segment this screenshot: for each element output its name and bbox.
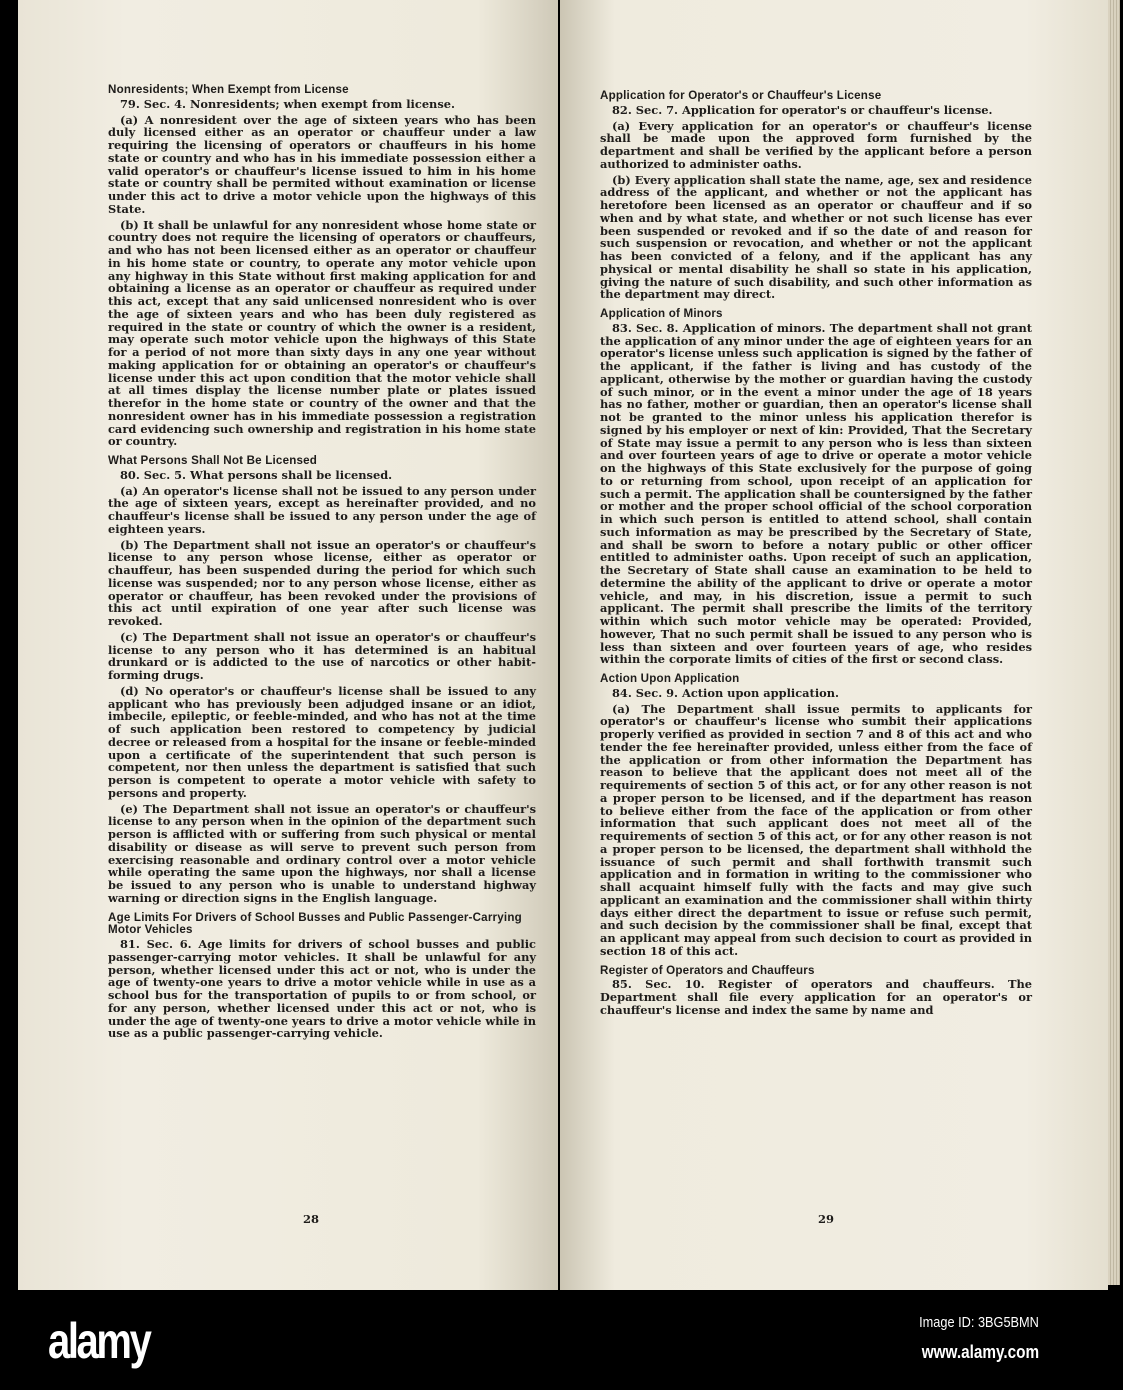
section-heading: Application for Operator's or Chauffeur's License (600, 89, 882, 102)
watermark-banner (0, 1292, 1123, 1390)
paragraph: (b) Every application shall state the name, age, sex and residence address of the applicant, and whether or not the applicant has heretofore been licensed as an operator or chauffeur and if so when and by what state, and whether or not such license has ever been suspended or revoked and if so the date of and reason for such suspension or revocation, and whether or not the applicant has been convicted of a felony, and if the applicant has any physical or mental disability he shall so state in his application, giving the nature of such disability, and such other information as the department may direct. (600, 172, 1032, 302)
section-heading: Age Limits For Drivers of School Busses and Public Passenger-Carrying Motor Vehicles (108, 910, 522, 937)
paragraph: (c) The Department shall not issue an operator's or chauffeur's license to any person who it has determined is an habitual drunkard or is addicted to the use of narcotics or other habit-forming drugs. (108, 629, 536, 682)
page-edges (1108, 0, 1120, 1285)
right-page (560, 0, 1108, 1290)
paragraph: (a) A nonresident over the age of sixteen years who has been duly licensed either as an operator or chauffeur under a law requiring the licensing of operators or chauffeurs in his home state or country and who has in his immediate possession either a valid operator's or chauffeur's license issued to him in his home state or country shall be permited without examination or license under this act to drive a motor vehicle upon the highways of this State. (108, 112, 536, 216)
paragraph: 82. Sec. 7. Application for operator's or chauffeur's license. (612, 102, 993, 117)
section-heading: Action Upon Application (600, 672, 740, 685)
paragraph: (a) An operator's license shall not be issued to any person under the age of sixteen years, except as hereinafter provided, and no chauffeur's license shall be issued to any person under the age of eighteen years. (108, 483, 536, 536)
site-url: www.alamy.com (921, 1342, 1039, 1362)
paragraph: 79. Sec. 4. Nonresidents; when exempt from license. (120, 96, 455, 111)
alamy-logo: alamy (48, 1313, 150, 1369)
right-page-text (600, 90, 1032, 1020)
paragraph: (b) The Department shall not issue an operator's or chauffeur's license to any person whose license, either as operator or chauffeur, has been suspended during the period for which such license was suspended; nor to any person whose license, either as operator or chauffeur, has been revoked under the provisions of this act until expiration of one year after such license was revoked. (108, 537, 536, 628)
paragraph: (a) Every application for an operator's or chauffeur's license shall be made upon the approved form furnished by the department and shall be verified by the applicant before a person authorized to administer oaths. (600, 118, 1032, 171)
paragraph: 85. Sec. 10. Register of operators and chauffeurs. The Department shall file every application for an operator's or chauffeur's license and index the same by name and (600, 977, 1032, 1017)
section-heading: Nonresidents; When Exempt from License (108, 83, 349, 96)
paragraph: (e) The Department shall not issue an operator's or chauffeur's license to any person when in the opinion of the department such person is afflicted with or suffering from such physical or mental disability or disease as will serve to prevent such person from exercising reasonable and ordinary control over a motor vehicle while operating the same upon the highways, nor shall a license be issued to any person who is unable to understand highway warning or direction signs in the English language. (108, 801, 536, 905)
paragraph: 81. Sec. 6. Age limits for drivers of school busses and public passenger-carrying motor vehicles. It shall be unlawful for any person, whether licensed under this act or not, who is under the age of twenty-one years to drive a motor vehicle while in use as a school bus for the transportation of pupils to or from school, or for any person, whether licensed under this act or not, who is under the age of twenty-one years to drive a motor vehicle while in use as a public passenger-carrying vehicle. (108, 937, 536, 1041)
section-heading: What Persons Shall Not Be Licensed (108, 454, 318, 467)
paragraph: (a) The Department shall issue permits to applicants for operator's or chauffeur's license who sumbit their applications properly verified as provided in section 7 and 8 of this act and who tender the fee hereinafter provided, unless either from the face of the application or from other information the Department has reason to believe that the applicant does not meet all of the requirements of section 5 of this act, or for any other reason is not a proper person to be licensed, and if the department has reason to believe either from the face of the application or from other information that such applicant does not meet all of the requirements of section 5 of this act, or for any other reason is not a proper person to be licensed, the department shall withhold the issuance of such permit and shall forthwith transmit such application and in formation in writing to the commissioner who shall acquaint himself fully with the facts and may give such applicant an examination and the commissioner shall within thirty days either direct the department to issue or refuse such permit, and such decision by the commissioner shall be final, except that an applicant may appeal from such decision to court as provided in section 18 of this act. (600, 701, 1032, 958)
image-id: Image ID: 3BG5BMN (919, 1314, 1039, 1331)
paragraph: 83. Sec. 8. Application of minors. The department shall not grant the application of any minor under the age of eighteen years for an operator's license unless such application is signed by the father of the applicant, if the father is living and has custody of the applicant, otherwise by the mother or guardian having the custody of such minor, or in the event a minor under the age of 18 years has no father, mother or guardian, then an operator's license shall not be granted to the minor unless his application therefor is signed by his employer or next of kin: Provided, That the Secretary of State may issue a permit to any person who is less than sixteen and over fourteen years of age to drive or operate a motor vehicle on the highways of this State exclusively for the purpose of going to or returning from school, upon receipt of an application for such a permit. The application shall be countersigned by the father or mother and the proper school official of the school corporation in which such person is entitled to attend school, shall contain such information as may be prescribed by the Secretary of State, and shall be sworn to before a notary public or other officer entitled to administer oaths. Upon receipt of such an application, the Secretary of State shall cause an examination to be held to determine the ability of the applicant to drive or operate a motor vehicle, and may, in his discretion, issue a permit to such applicant. The permit shall prescribe the limits of the territory within which such motor vehicle may be operated: Provided, however, That no such permit shall be issued to any person who is less than sixteen and over fourteen years of age, who resides within the corporate limits of cities of the first or second class. (600, 320, 1032, 667)
page-number-left: 28 (303, 1212, 320, 1226)
left-page (18, 0, 558, 1290)
paragraph: (b) It shall be unlawful for any nonresident whose home state or country does not require the licensing of operators or chauffeurs, and who has not been licensed either as an operator or chauffeur in his home state or country, to operate any motor vehicle upon any highway in this State without first making application for and obtaining a license as an operator or chauffeur as required under this act, except that any said unlicensed nonresident who is over the age of sixteen years and who has been duly registered as required in the state or country of which the owner is a resident, may operate such motor vehicle upon the highways of this State for a period of not more than sixty days in any one year without making application for or obtaining an operator's or chauffeur's license under this act upon condition that the motor vehicle shall at all times display the license number plate or plates issued therefor in the home state or country of the owner and that the nonresident owner has in his immediate possession a registration card evidencing such ownership and registration in his home state or country. (108, 217, 536, 449)
left-page-text (108, 84, 536, 1043)
paragraph: (d) No operator's or chauffeur's license shall be issued to any applicant who has previously been adjudged insane or an idiot, imbecile, epileptic, or feeble-minded, and who has not at the time of such application been restored to competency by judicial decree or released from a hospital for the insane or feeble-minded upon a certificate of the superintendent that such person is competent, nor then unless the department is satisfied that such person is competent to operate a motor vehicle with safety to persons and property. (108, 683, 536, 800)
paragraph: 80. Sec. 5. What persons shall be licensed. (120, 467, 393, 482)
section-heading: Register of Operators and Chauffeurs (600, 963, 815, 977)
paragraph: 84. Sec. 9. Action upon application. (612, 685, 839, 700)
page-number-right: 29 (818, 1212, 835, 1226)
section-heading: Application of Minors (600, 307, 723, 320)
